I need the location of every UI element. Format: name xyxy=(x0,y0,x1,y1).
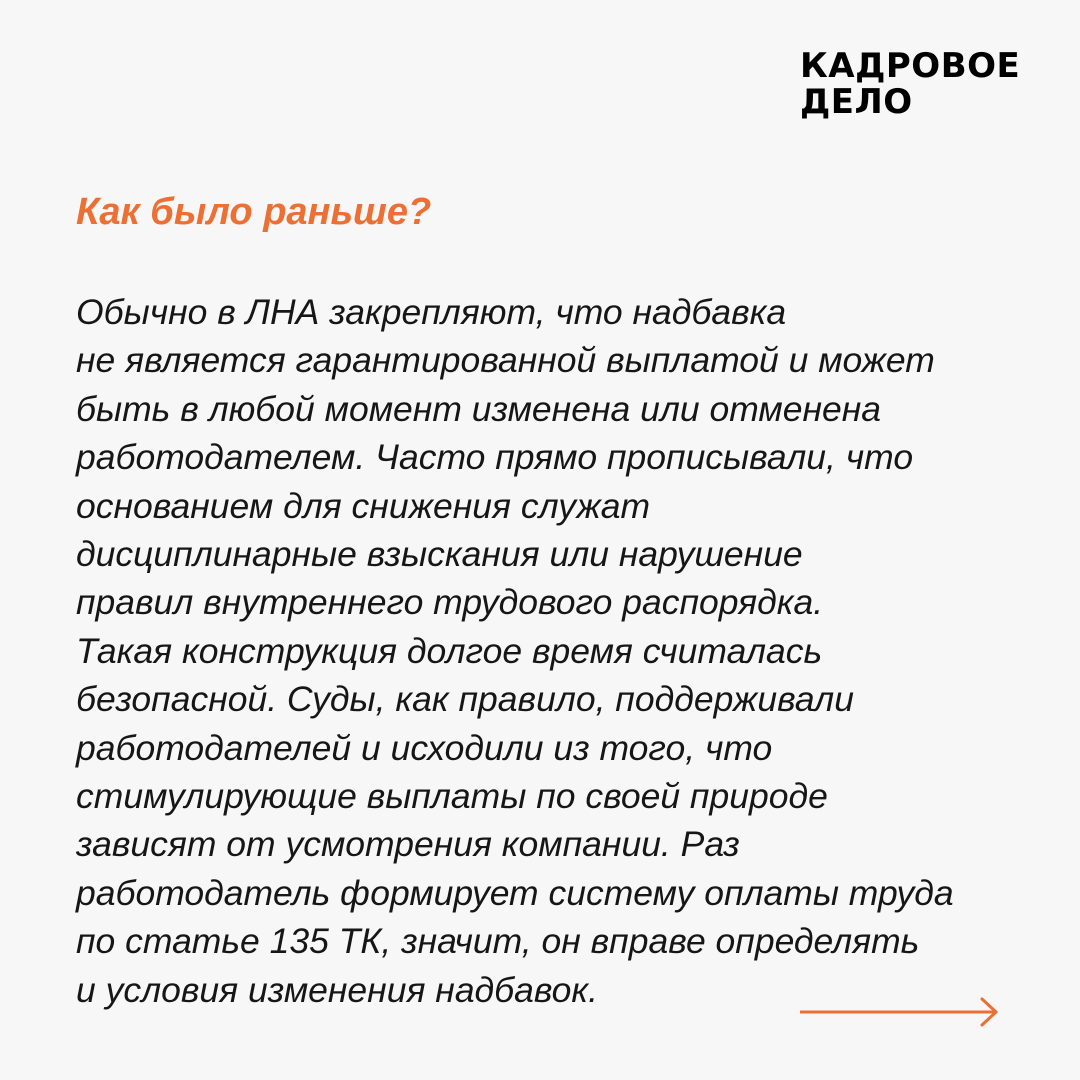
body-line: работодатель формирует систему оплаты труда xyxy=(76,872,954,913)
body-line: безопасной. Суды, как правило, поддерживали xyxy=(76,679,854,720)
body-line: работодателей и исходили из того, что xyxy=(76,727,773,768)
arrow-right-icon[interactable] xyxy=(800,996,1000,1028)
body-line: быть в любой момент изменена или отменена xyxy=(76,388,882,429)
section-heading: Как было раньше? xyxy=(76,191,432,233)
brand-logo-line-1: КАДРОВОЕ xyxy=(800,46,1021,86)
body-line: работодателем. Часто прямо прописывали, что xyxy=(76,437,914,478)
body-line: зависят от усмотрения компании. Раз xyxy=(76,824,740,865)
brand-logo-line-2: ДЕЛО xyxy=(800,82,913,122)
body-paragraph xyxy=(76,288,1036,1014)
body-line: по статье 135 ТК, значит, он вправе определять xyxy=(76,921,920,962)
body-line: Обычно в ЛНА закрепляют, что надбавка xyxy=(76,292,787,332)
body-line: правил внутреннего трудового распорядка. xyxy=(76,582,824,623)
body-line: не является гарантированной выплатой и может xyxy=(76,340,935,381)
body-line: дисциплинарные взыскания или нарушение xyxy=(76,534,803,575)
body-line: основанием для снижения служат xyxy=(76,485,651,526)
body-line: стимулирующие выплаты по своей природе xyxy=(76,776,828,817)
body-line: и условия изменения надбавок. xyxy=(76,969,599,1010)
brand-logo xyxy=(800,48,1040,120)
body-line: Такая конструкция долгое время считалась xyxy=(76,630,823,671)
